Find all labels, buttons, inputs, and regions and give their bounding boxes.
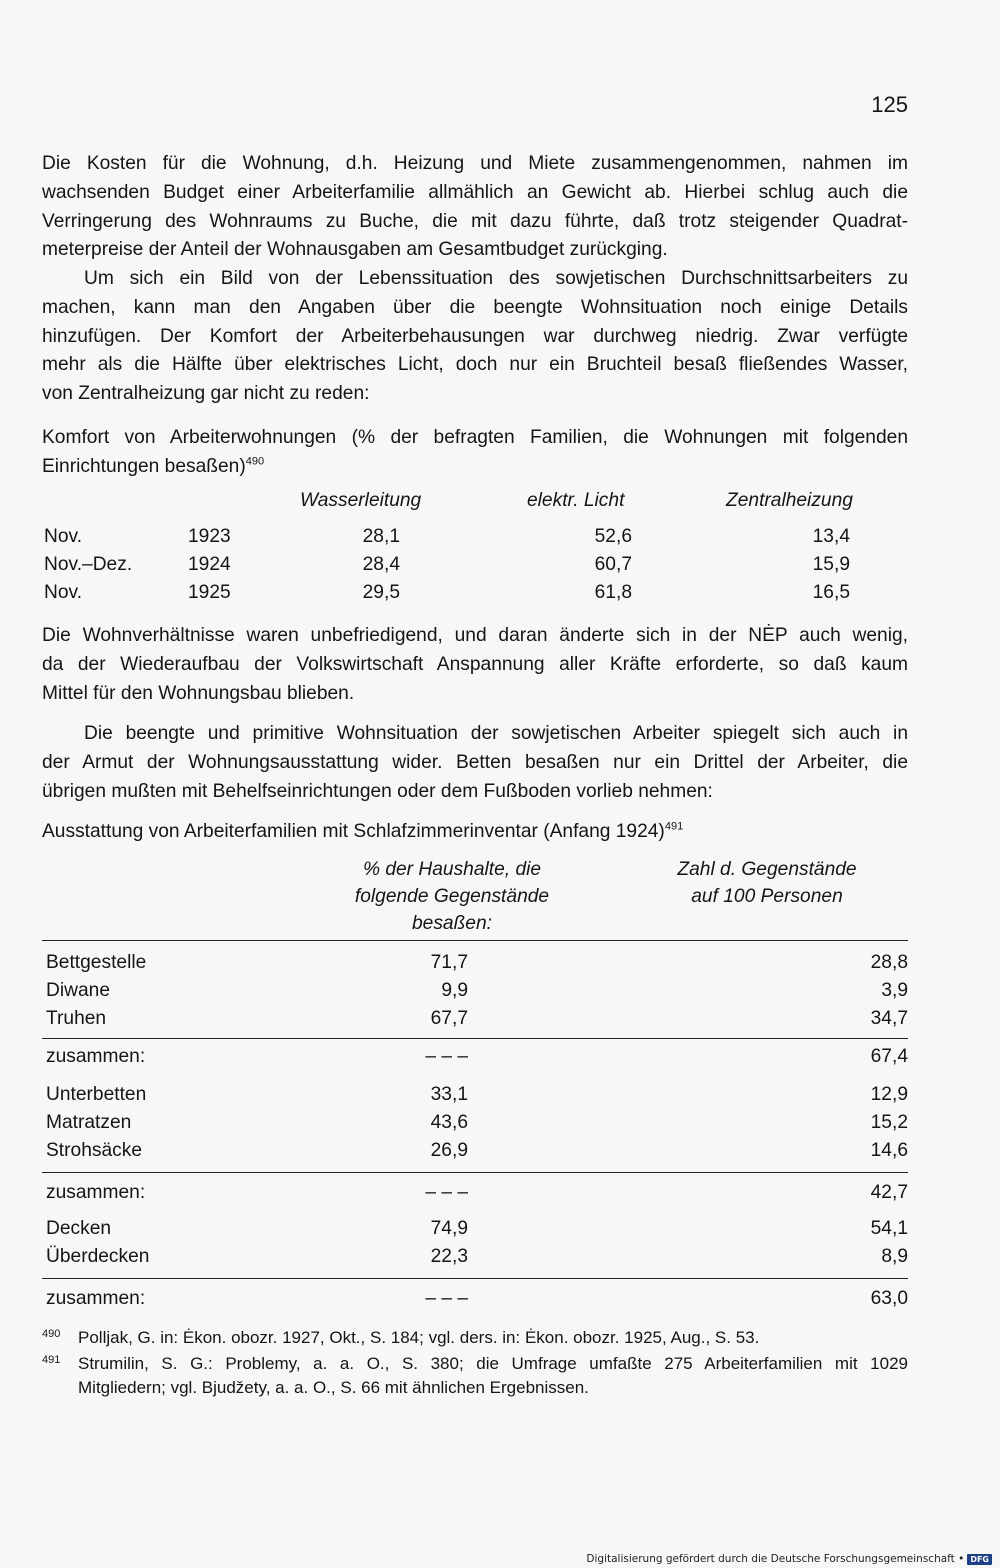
year-cell: 1924 [188, 554, 231, 575]
value-cell: 13,4 [812, 526, 850, 547]
count-cell: 54,1 [870, 1218, 908, 1239]
paragraph-1 [42, 150, 908, 265]
table-row [42, 582, 908, 610]
count-cell: 63,0 [870, 1288, 908, 1309]
table-rule [42, 1172, 908, 1173]
table-rule [42, 1278, 908, 1279]
header-line: besaßen: [411, 913, 492, 934]
header-line: % der Haushalte, die [362, 859, 542, 880]
dfg-logo-icon: DFG [967, 1554, 992, 1565]
table-row [42, 952, 908, 980]
count-cell: 3,9 [881, 980, 908, 1001]
total-label: zusammen: [46, 1288, 146, 1309]
text-line: meterpreise der Anteil der Wohnausgaben am Gesamtbudget zurückging. [42, 239, 668, 261]
pct-cell: 43,6 [430, 1112, 468, 1133]
count-cell: 8,9 [881, 1246, 908, 1267]
text-line: Die Kosten für die Wohnung, d.h. Heizung und Miete zusammengenommen, nahmen im [42, 153, 908, 174]
value-cell: 60,7 [594, 554, 632, 575]
text-line: der Armut der Wohnungsausstattung wider. Betten besaßen nur ein Drittel der Arbeiter, die [42, 751, 908, 773]
text-line: machen, kann man den Angaben über die beengte Wohnsituation noch einige Details [42, 296, 908, 318]
text-line: hinzufügen. Der Komfort der Arbeiterbehausungen war durchweg niedrig. Zwar verfügte [42, 325, 908, 347]
text-line: wachsenden Budget einer Arbeiterfamilie allmählich an Gewicht ab. Hierbei schlug auch die [42, 181, 908, 203]
table-row [42, 554, 908, 582]
item-label: Überdecken [46, 1246, 150, 1267]
count-cell: 12,9 [870, 1084, 908, 1105]
item-label: Truhen [46, 1008, 107, 1029]
column-header: Wasserleitung [300, 490, 422, 511]
text-line: übrigen mußten mit Behelfseinrichtungen oder dem Fußboden vorlieb nehmen: [42, 780, 713, 802]
pct-cell: – – – [425, 1046, 468, 1067]
column-header: elektr. Licht [527, 490, 625, 511]
table-row [42, 1008, 908, 1036]
caption-line: Einrichtungen besaßen) [42, 455, 246, 477]
table-row [42, 1084, 908, 1112]
caption-text: Ausstattung von Arbeiterfamilien mit Schlafzimmerinventar (Anfang 1924) [42, 821, 665, 842]
text-line: Die Wohnverhältnisse waren unbefriedigend, und daran änderte sich in der NĖP auch wenig, [42, 625, 908, 646]
text-line: da der Wiederaufbau der Volkswirtschaft Anspannung aller Kräfte erforderte, so daß kaum [42, 653, 908, 675]
count-cell: 67,4 [870, 1046, 908, 1067]
value-cell: 15,9 [812, 554, 850, 575]
item-label: Strohsäcke [46, 1140, 142, 1161]
total-row [42, 1046, 908, 1074]
header-line: folgende Gegenstände [354, 886, 550, 907]
year-cell: 1925 [188, 582, 231, 603]
footnote-ref: 490 [245, 455, 265, 468]
page-number: 125 [871, 92, 908, 117]
footnote-number: 491 [42, 1354, 61, 1366]
header-line: Zahl d. Gegenstände [677, 859, 857, 880]
table-row [42, 1218, 908, 1246]
text-line: mehr als die Hälfte über elektrisches Licht, doch nur ein Bruchteil besaß fließendes Wasser, [42, 354, 908, 376]
pct-cell: 67,7 [430, 1008, 468, 1029]
count-cell: 14,6 [870, 1140, 908, 1161]
total-row [42, 1288, 908, 1316]
pct-cell: 74,9 [430, 1218, 468, 1239]
period-cell: Nov. [44, 582, 83, 603]
value-cell: 28,4 [362, 554, 400, 575]
footnote-line: Strumilin, S. G.: Problemy, a. a. O., S. 380; die Umfrage umfaßte 275 Arbeiterfamilien mit 1029 [78, 1354, 908, 1373]
item-label: Decken [46, 1218, 112, 1239]
table-row [42, 1246, 908, 1274]
column-header: Zentralheizung [726, 490, 853, 511]
item-label: Unterbetten [46, 1084, 147, 1105]
table-row [42, 1140, 908, 1168]
text-line: von Zentralheizung gar nicht zu reden: [42, 383, 370, 405]
header-line: auf 100 Personen [691, 886, 843, 907]
period-cell: Nov. [44, 526, 83, 547]
pct-cell: – – – [425, 1288, 468, 1309]
footnote-number: 490 [42, 1328, 61, 1340]
value-cell: 29,5 [362, 582, 400, 603]
table-rule [42, 1038, 908, 1039]
footnote-line: Mitgliedern; vgl. Bjudžety, a. a. O., S. 66 mit ähnlichen Ergebnissen. [78, 1378, 589, 1397]
table-row [42, 1112, 908, 1140]
text-line: Verringerung des Wohnraums zu Buche, die mit dazu führte, daß trotz steigender Quadrat- [42, 210, 908, 232]
value-cell: 61,8 [594, 582, 632, 603]
column-header-households [302, 856, 602, 937]
footnote-ref: 491 [664, 820, 684, 833]
digitization-footer [586, 1553, 992, 1565]
item-label: Matratzen [46, 1112, 132, 1133]
pct-cell: 33,1 [430, 1084, 468, 1105]
pct-cell: 9,9 [441, 980, 468, 1001]
value-cell: 16,5 [812, 582, 850, 603]
table-rule [42, 940, 908, 941]
total-label: zusammen: [46, 1182, 146, 1203]
column-header-items [632, 856, 902, 910]
footnote-text [78, 1326, 908, 1350]
table-row [42, 980, 908, 1008]
paragraph-4 [42, 720, 908, 806]
pct-cell: 71,7 [430, 952, 468, 973]
value-cell: 52,6 [594, 526, 632, 547]
text-line: Mittel für den Wohnungsbau blieben. [42, 682, 355, 704]
count-cell: 15,2 [870, 1112, 908, 1133]
text-line: Die beengte und primitive Wohnsituation der sowjetischen Arbeiter spiegelt sich auch in [84, 723, 908, 744]
footer-text: Digitalisierung gefördert durch die Deutsche Forschungsgemeinschaft • [586, 1553, 965, 1565]
period-cell: Nov.–Dez. [44, 554, 133, 575]
pct-cell: 26,9 [430, 1140, 468, 1161]
footnote-text [78, 1352, 908, 1400]
count-cell: 34,7 [870, 1008, 908, 1029]
table-row [42, 526, 908, 554]
count-cell: 42,7 [870, 1182, 908, 1203]
caption-line: Komfort von Arbeiterwohnungen (% der befragten Familien, die Wohnungen mit folgenden [42, 427, 908, 448]
item-label: Diwane [46, 980, 110, 1001]
total-row [42, 1182, 908, 1210]
total-label: zusammen: [46, 1046, 146, 1067]
paragraph-2 [42, 265, 908, 409]
value-cell: 28,1 [362, 526, 400, 547]
count-cell: 28,8 [870, 952, 908, 973]
item-label: Bettgestelle [46, 952, 147, 973]
pct-cell: – – – [425, 1182, 468, 1203]
text-line: Um sich ein Bild von der Lebenssituation des sowjetischen Durchschnittsarbeiters zu [84, 268, 908, 289]
year-cell: 1923 [188, 526, 231, 547]
footnote-line: Polljak, G. in: Ėkon. obozr. 1927, Okt., S. 184; vgl. ders. in: Ėkon. obozr. 1925, Aug., S. 53. [78, 1328, 760, 1347]
pct-cell: 22,3 [430, 1246, 468, 1267]
paragraph-3 [42, 622, 908, 708]
table-1-caption [42, 424, 908, 482]
table-2-caption [42, 818, 908, 847]
